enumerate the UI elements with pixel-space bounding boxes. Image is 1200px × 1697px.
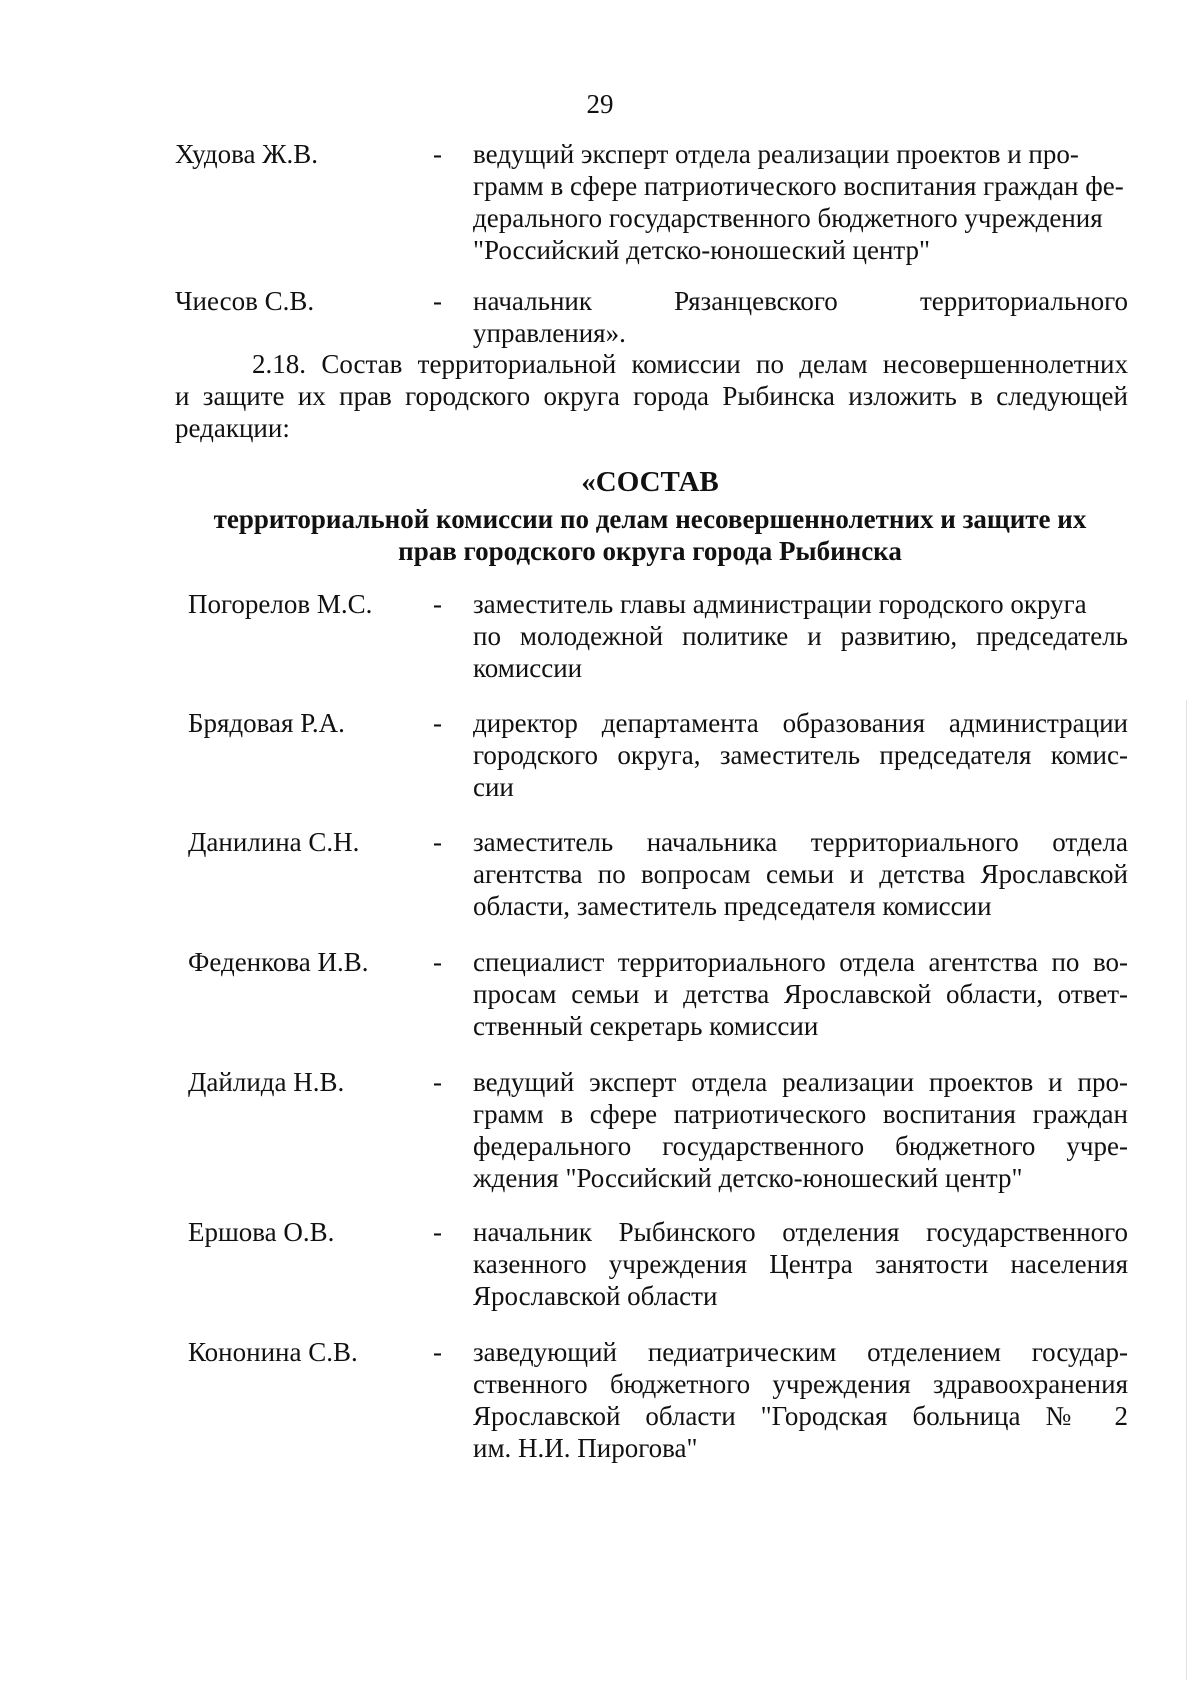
member-description: заведующий педиатрическим отделением государ- ственного бюджетного учреждения здравоохранения Ярославской области "Городская больница № 2 им. Н.И. Пирогова" bbox=[473, 1337, 1128, 1463]
dash-separator: - bbox=[433, 139, 442, 169]
member-description: начальник Рыбинского отделения государственного казенного учреждения Центра занятости населения Ярославской области bbox=[473, 1217, 1128, 1311]
scan-edge-line bbox=[1186, 700, 1187, 1680]
page-number: 29 bbox=[586, 89, 614, 119]
dash-separator: - bbox=[433, 286, 442, 316]
member-name: Дайлида Н.В. bbox=[188, 1067, 345, 1097]
member-name: Погорелов М.С. bbox=[188, 589, 373, 619]
paragraph-2-18: 2.18. Состав территориальной комиссии по делам несовершеннолетних и защите их прав городского округа города Рыбинска изложить в следующей редакции: bbox=[175, 349, 1128, 443]
dash-separator: - bbox=[433, 827, 442, 857]
heading-title: «СОСТАВ bbox=[581, 466, 719, 498]
member-name: Худова Ж.В. bbox=[175, 139, 318, 169]
member-name: Данилина С.Н. bbox=[188, 827, 360, 857]
member-description: заместитель главы администрации городского округа по молодежной политике и развитию, председатель комиссии bbox=[473, 589, 1128, 683]
member-description: заместитель начальника территориального отдела агентства по вопросам семьи и детства Ярославской области, заместитель председателя комиссии bbox=[473, 827, 1128, 921]
dash-separator: - bbox=[433, 1337, 442, 1367]
member-name: Брядовая Р.А. bbox=[188, 708, 345, 738]
member-description: ведущий эксперт отдела реализации проектов и про- грамм в сфере патриотического воспитания граждан федерального государственного бюджетного учре- ждения "Российский детско-юношеский центр" bbox=[473, 1067, 1128, 1193]
member-description: ведущий эксперт отдела реализации проектов и про- грамм в сфере патриотического воспитания граждан фе- дерального государственного бюджетного учреждения "Российский детско-юношеский центр" bbox=[473, 139, 1124, 265]
member-name: Чиесов С.В. bbox=[175, 286, 315, 316]
dash-separator: - bbox=[433, 589, 442, 619]
dash-separator: - bbox=[433, 947, 442, 977]
dash-separator: - bbox=[433, 1217, 442, 1247]
dash-separator: - bbox=[433, 708, 442, 738]
member-description: начальник Рязанцевского территориального управления». bbox=[473, 286, 1128, 348]
member-name: Ершова О.В. bbox=[188, 1217, 335, 1247]
member-name: Кононина С.В. bbox=[188, 1337, 358, 1367]
heading-subtitle-line-1: территориальной комиссии по делам несовершеннолетних и защите их bbox=[213, 504, 1087, 534]
heading-subtitle-line-2: прав городского округа города Рыбинска bbox=[398, 536, 902, 566]
dash-separator: - bbox=[433, 1067, 442, 1097]
section-heading bbox=[160, 465, 1140, 567]
member-name: Феденкова И.В. bbox=[188, 947, 369, 977]
member-description: директор департамента образования администрации городского округа, заместитель председателя комис- сии bbox=[473, 708, 1128, 802]
member-description: специалист территориального отдела агентства по во- просам семьи и детства Ярославской области, ответ- ственный секретарь комиссии bbox=[473, 947, 1128, 1041]
